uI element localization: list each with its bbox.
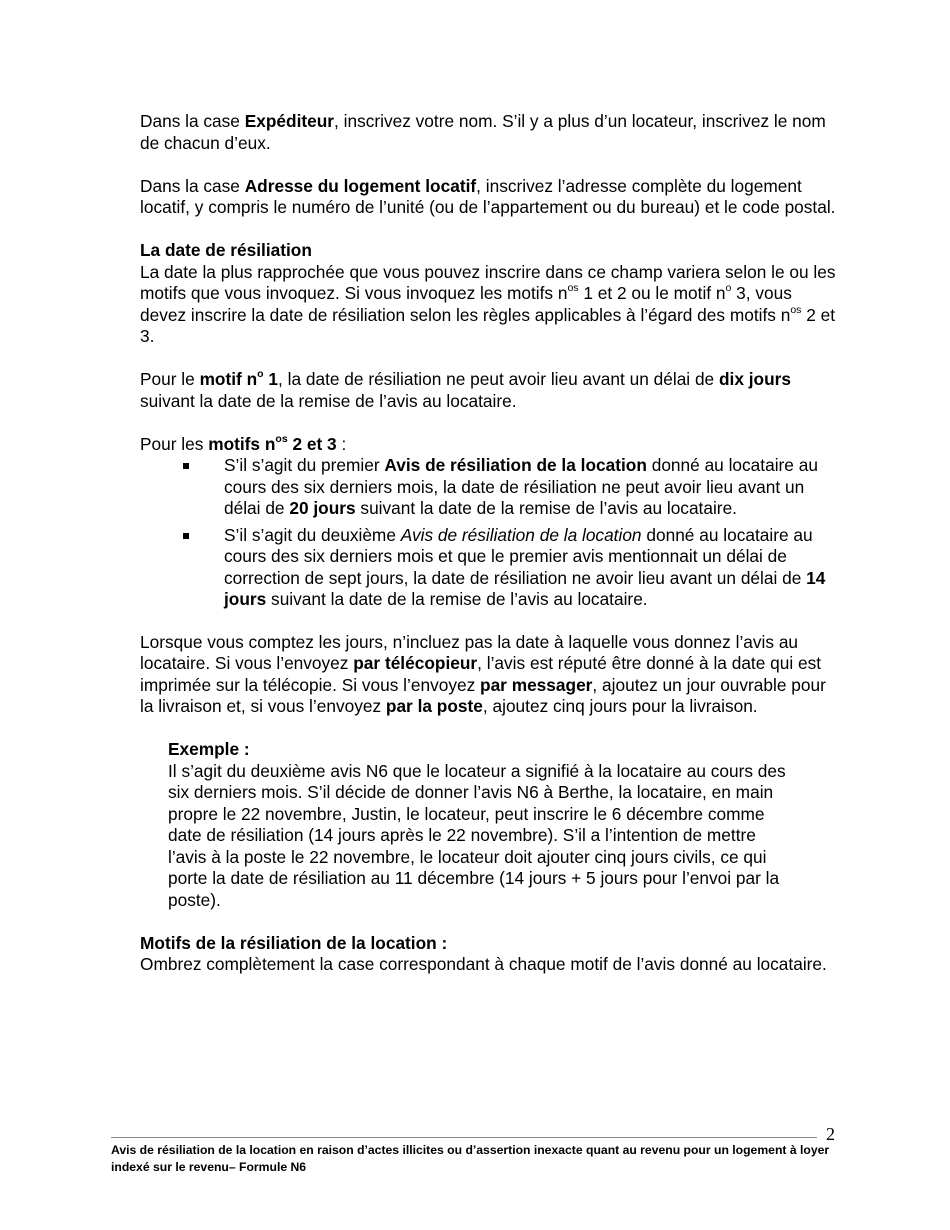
footer-divider <box>111 1137 817 1138</box>
example-text: Il s’agit du deuxième avis N6 que le locateur a signifié à la locataire au cours des six derniers mois. S’il décide de donner l’avis N6 à Berthe, la locataire, en main propre le 22 novembre, Justin, le locateur, peut inscrire le 6 décembre comme date de résiliation (14 jours après le 22 novembre). S’il a l’intention de mettre l’avis à la poste le 22 novembre, le locateur doit ajouter cinq jours civils, ce qui porte la date de résiliation au 11 décembre (14 jours + 5 jours pour l’envoi par la poste). <box>168 760 786 910</box>
text-run: Pour le <box>140 369 200 389</box>
superscript: os <box>790 303 802 316</box>
text-run: 1 et 2 ou le motif n <box>578 283 726 303</box>
paragraph-comptez <box>140 632 840 718</box>
bold-term: Avis de résiliation de la location <box>384 455 647 475</box>
text-run: motif n <box>199 369 258 389</box>
text-run: 2 et 3. <box>140 304 836 346</box>
text-run: , ajoutez un jour ouvrable pour la livraison et, si vous l’envoyez <box>140 674 826 716</box>
text-run: donné au locataire au cours des six derniers mois et que le premier avis mentionnait un délai de correction de sept jours, la date de résiliation ne avoir lieu avant un délai de <box>224 524 813 588</box>
text-run: Dans la case <box>140 175 245 196</box>
paragraph-adresse <box>140 176 840 219</box>
text-run: , inscrivez votre nom. S’il y a plus d’un locateur, inscrivez le nom de chacun d’eux. <box>140 111 826 153</box>
superscript: os <box>567 282 579 295</box>
paragraph-expediteur <box>140 111 840 154</box>
paragraph-motif-1 <box>140 369 840 412</box>
superscript: o <box>257 368 264 381</box>
text-run: , l’avis est réputé être donné à la date qui est imprimée sur la télécopie. Si vous l’envoyez <box>140 653 822 695</box>
text-run: S’il s’agit du premier <box>224 455 385 475</box>
text-run: La date la plus rapprochée que vous pouvez inscrire dans ce champ variera selon le ou les motifs que vous invoquez. Si vous invoquez les motifs n <box>140 261 836 303</box>
bold-term: dix jours <box>718 369 791 389</box>
paragraph-date <box>140 262 840 348</box>
page-number: 2 <box>826 1124 835 1144</box>
bold-term: 20 jours <box>289 498 356 518</box>
example-block <box>168 739 788 911</box>
text-run: suivant la date de la remise de l’avis au locataire. <box>140 390 517 411</box>
bold-term <box>200 369 278 389</box>
list-item <box>140 525 840 611</box>
text-run: , inscrivez l’adresse complète du logement locatif, y compris le numéro de l’unité (ou de l’appartement ou du bureau) et le code postal. <box>140 175 836 217</box>
square-bullet-icon <box>183 533 189 539</box>
section-heading-motifs: Motifs de la résiliation de la location : <box>140 932 448 953</box>
italic-term: Avis de résiliation de la location <box>400 524 642 545</box>
bold-term <box>208 434 336 454</box>
bold-term: par messager <box>480 674 593 695</box>
bullet-list <box>140 455 840 611</box>
bold-term: Expéditeur <box>244 111 335 131</box>
paragraph-motifs: Ombrez complètement la case correspondant à chaque motif de l’avis donné au locataire. <box>140 954 827 974</box>
list-item <box>140 455 840 520</box>
text-run: donné au locataire au cours des six derniers mois, la date de résiliation ne peut avoir lieu avant un délai de <box>224 455 818 518</box>
text-run: 3, vous devez inscrire la date de résiliation selon les règles applicables à l’égard des motifs n <box>140 283 792 325</box>
superscript: os <box>275 432 288 445</box>
text-run: suivant la date de la remise de l’avis au locataire. <box>266 589 648 609</box>
text-run: S’il s’agit du deuxième <box>224 524 401 545</box>
paragraph-motifs-2-3 <box>140 434 840 456</box>
superscript: o <box>725 282 732 295</box>
text-run: 2 et 3 <box>287 433 337 454</box>
page-content <box>140 111 840 976</box>
text-run: Dans la case <box>140 111 245 131</box>
text-run: Lorsque vous comptez les jours, n’incluez pas la date à laquelle vous donnez l’avis au locataire. Si vous l’envoyez <box>140 631 799 673</box>
text-run: Pour les <box>140 433 209 454</box>
bold-term: par la poste <box>385 696 483 716</box>
text-run: : <box>336 433 347 454</box>
square-bullet-icon <box>183 463 189 469</box>
text-run: , la date de résiliation ne peut avoir lieu avant un délai de <box>278 369 719 389</box>
bold-term: Adresse du logement locatif <box>244 175 477 196</box>
bold-term: 14 jours <box>224 567 826 609</box>
footer-title: Avis de résiliation de la location en raison d’actes illicites ou d’assertion inexacte quant au revenu pour un logement à loyer indexé sur le revenu– Formule N6 <box>111 1143 830 1174</box>
text-run: motifs n <box>208 433 276 454</box>
text-run: , ajoutez cinq jours pour la livraison. <box>482 696 758 716</box>
section-heading-date: La date de résiliation <box>140 240 312 260</box>
example-heading: Exemple : <box>168 739 250 759</box>
text-run: 1 <box>263 369 278 389</box>
bold-term: par télécopieur <box>353 653 478 673</box>
text-run: suivant la date de la remise de l’avis au locataire. <box>355 498 737 518</box>
